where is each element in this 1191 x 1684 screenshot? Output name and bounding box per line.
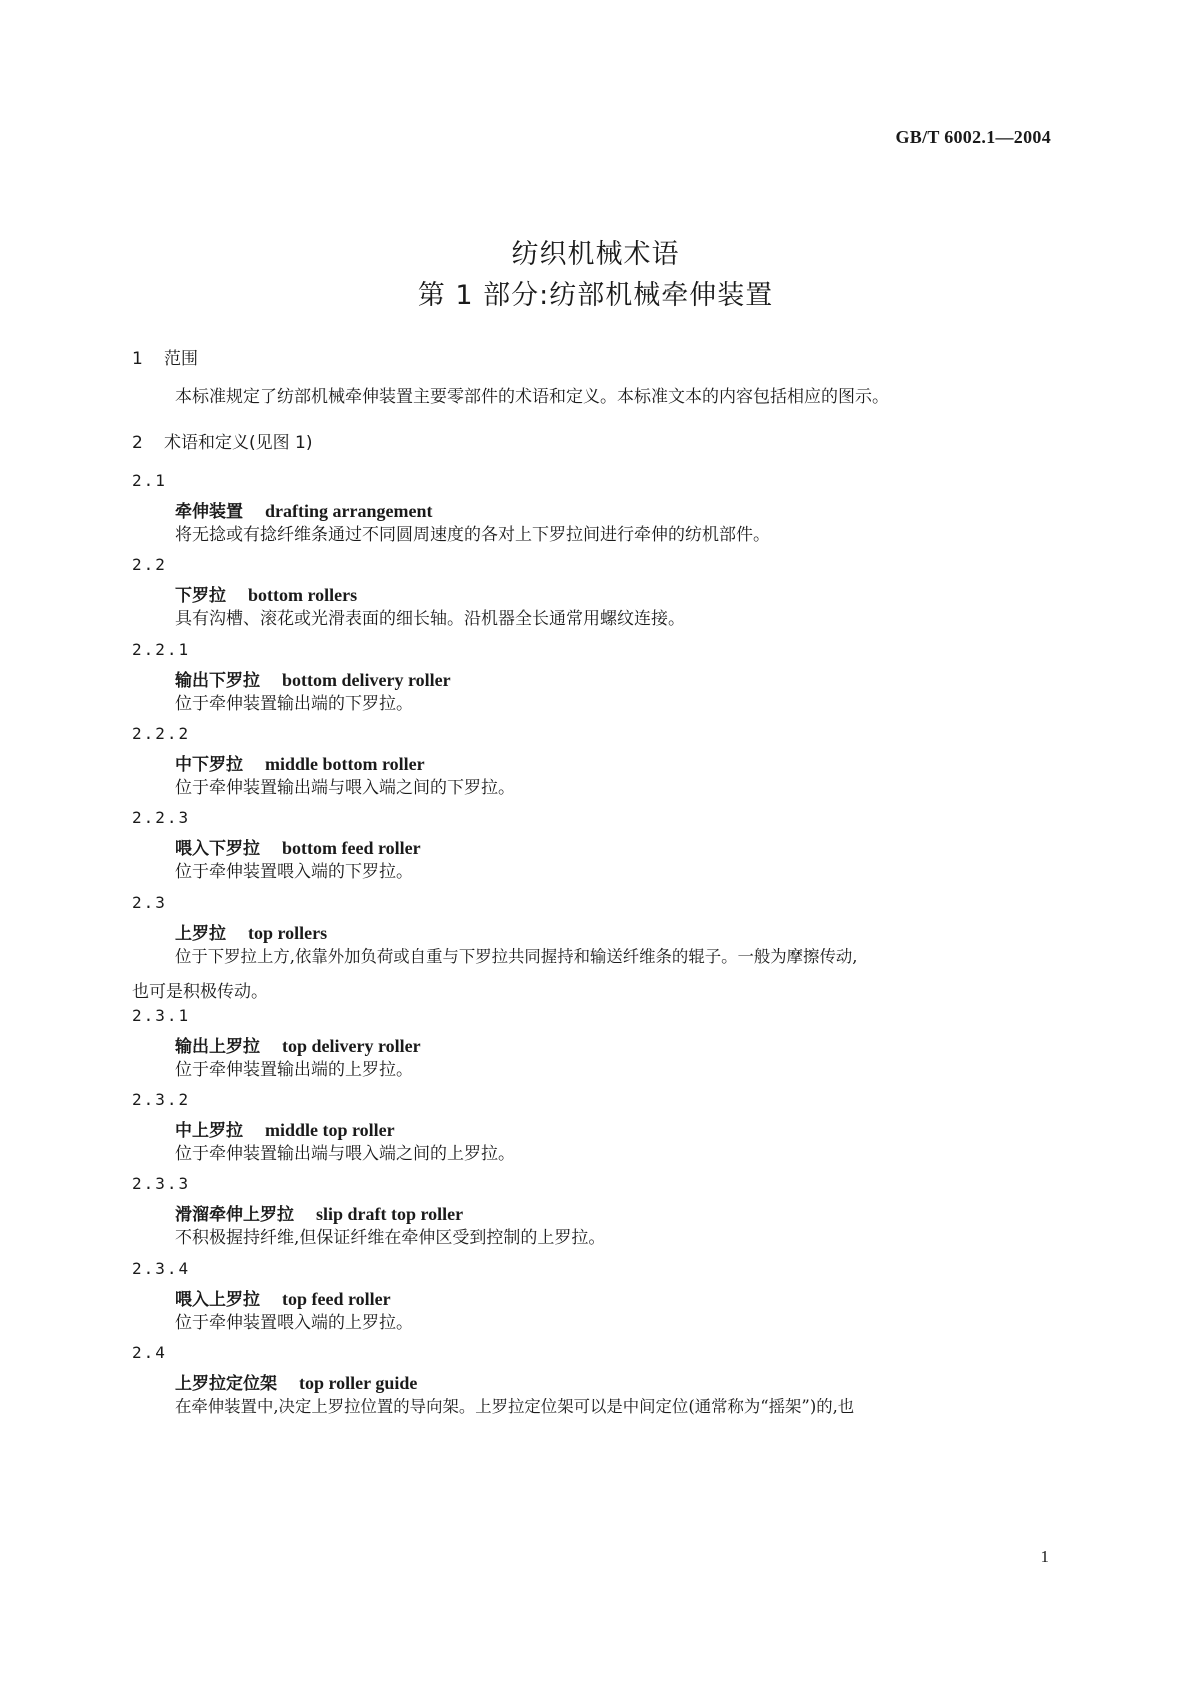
section-title: 术语和定义(见图 1): [164, 433, 313, 453]
term-definition: 将无捻或有捻纤维条通过不同圆周速度的各对上下罗拉间进行牵伸的纺机部件。: [175, 525, 770, 545]
term-number: 2.3.4: [132, 1259, 191, 1278]
term-definition: 位于下罗拉上方,依靠外加负荷或自重与下罗拉共同握持和输送纤维条的辊子。一般为摩擦传动,: [175, 947, 858, 966]
term-number: 2.3: [132, 893, 167, 912]
document-subtitle: 第 1 部分:纺部机械牵伸装置: [417, 280, 774, 311]
term-definition: 位于牵伸装置输出端与喂入端之间的上罗拉。: [175, 1144, 515, 1164]
term-zh: 滑溜牵伸上罗拉: [175, 1205, 294, 1225]
term-entry: [175, 1032, 421, 1057]
term-number: 2.2.1: [132, 640, 191, 659]
term-zh: 喂入下罗拉: [175, 839, 260, 859]
term-number: 2.4: [132, 1343, 167, 1362]
term-number: 2.3.3: [132, 1174, 191, 1193]
term-zh: 喂入上罗拉: [175, 1290, 260, 1310]
page-number: 1: [1040, 1547, 1049, 1566]
term-definition: 位于牵伸装置输出端与喂入端之间的下罗拉。: [175, 778, 515, 798]
term-definition: 位于牵伸装置输出端的下罗拉。: [175, 694, 413, 714]
term-en: drafting arrangement: [265, 501, 433, 521]
term-zh: 牵伸装置: [175, 502, 243, 522]
term-entry: [175, 666, 451, 691]
term-en: middle bottom roller: [265, 754, 425, 774]
term-en: bottom delivery roller: [282, 670, 451, 690]
term-entry: [175, 1200, 463, 1225]
term-definition: 具有沟槽、滚花或光滑表面的细长轴。沿机器全长通常用螺纹连接。: [175, 609, 685, 629]
term-zh: 下罗拉: [175, 586, 226, 606]
term-en: top roller guide: [299, 1373, 418, 1393]
section-number: 1: [132, 349, 143, 369]
term-en: bottom feed roller: [282, 838, 421, 858]
term-number: 2.2: [132, 555, 167, 574]
term-definition: 在牵伸装置中,决定上罗拉位置的导向架。上罗拉定位架可以是中间定位(通常称为“摇架”)的,也: [175, 1397, 855, 1416]
term-en: slip draft top roller: [316, 1204, 464, 1224]
term-number: 2.2.3: [132, 808, 191, 827]
section-number: 2: [132, 433, 143, 453]
term-entry: [175, 1285, 391, 1310]
section-heading-scope: [132, 344, 198, 369]
term-entry: [175, 581, 357, 606]
scope-paragraph: 本标准规定了纺部机械牵伸装置主要零部件的术语和定义。本标准文本的内容包括相应的图示。: [175, 387, 889, 407]
standard-code: GB/T 6002.1—2004: [895, 127, 1051, 147]
term-entry: [175, 497, 432, 522]
term-number: 2.3.2: [132, 1090, 191, 1109]
term-en: top rollers: [248, 923, 328, 943]
section-heading-terms: [132, 428, 312, 453]
term-definition: 位于牵伸装置喂入端的下罗拉。: [175, 862, 413, 882]
term-zh: 中下罗拉: [175, 755, 243, 775]
term-number: 2.2.2: [132, 724, 191, 743]
term-zh: 上罗拉: [175, 924, 226, 944]
term-en: middle top roller: [265, 1120, 395, 1140]
term-en: top feed roller: [282, 1289, 391, 1309]
term-entry: [175, 834, 421, 859]
term-zh: 上罗拉定位架: [175, 1374, 277, 1394]
term-definition-continued: 也可是积极传动。: [132, 982, 268, 1002]
term-definition: 不积极握持纤维,但保证纤维在牵伸区受到控制的上罗拉。: [175, 1228, 606, 1248]
term-entry: [175, 919, 327, 944]
document-title: 纺织机械术语: [511, 239, 680, 270]
term-definition: 位于牵伸装置喂入端的上罗拉。: [175, 1313, 413, 1333]
term-en: bottom rollers: [248, 585, 358, 605]
term-entry: [175, 1116, 395, 1141]
term-number: 2.3.1: [132, 1006, 191, 1025]
term-zh: 中上罗拉: [175, 1121, 243, 1141]
term-definition: 位于牵伸装置输出端的上罗拉。: [175, 1060, 413, 1080]
term-zh: 输出下罗拉: [175, 671, 260, 691]
term-zh: 输出上罗拉: [175, 1037, 260, 1057]
section-title: 范围: [164, 349, 198, 369]
term-entry: [175, 1369, 417, 1394]
term-number: 2.1: [132, 471, 167, 490]
term-entry: [175, 750, 425, 775]
term-en: top delivery roller: [282, 1036, 421, 1056]
